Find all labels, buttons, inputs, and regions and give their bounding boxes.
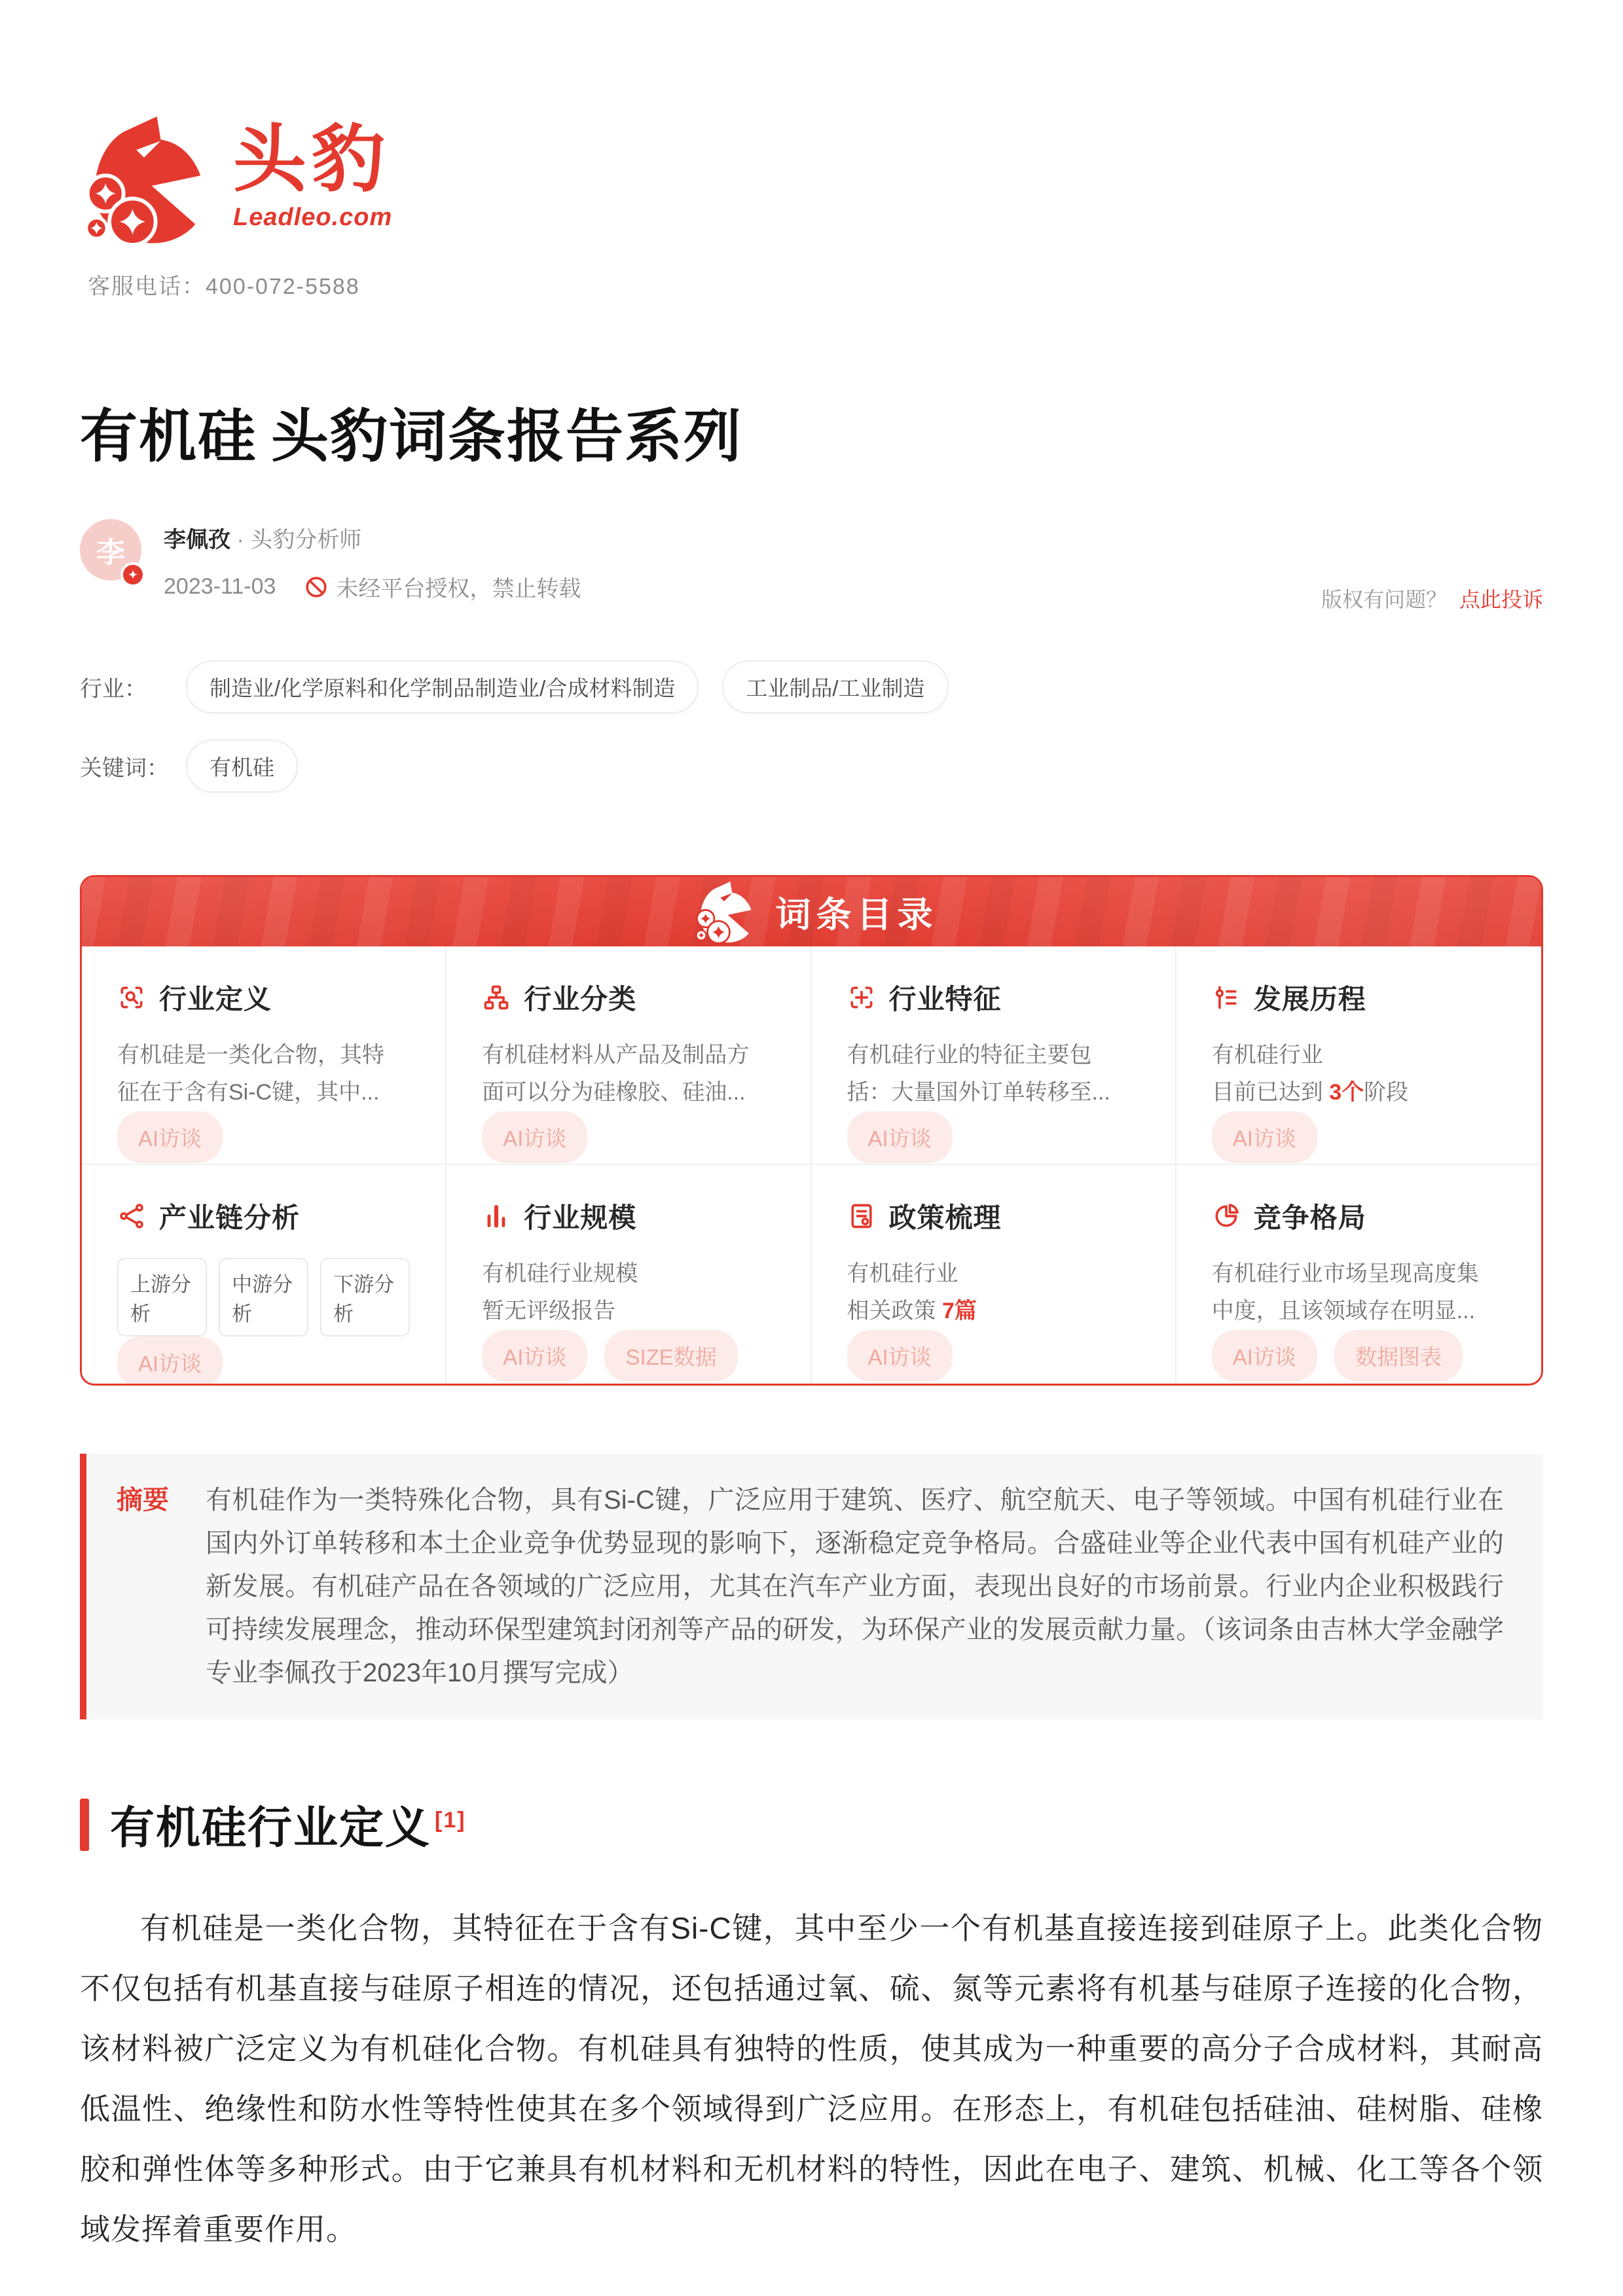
policy-count-highlight: 7篇 [941,1299,977,1323]
leadleo-leopard-logo-icon [80,113,208,251]
cell-title: 行业特征 [888,984,1002,1014]
avatar-brand-badge-icon: ✦ [120,562,145,587]
cell-description: 有机硅行业规模 暂无评级报告 [482,1261,638,1323]
reference-marker[interactable]: [1] [435,1808,466,1833]
industry-label: 行业： [80,677,147,702]
cell-title: 行业规模 [524,1202,637,1233]
abstract-block [80,1454,1543,1719]
section-title: 有机硅行业定义 [110,1803,431,1853]
avatar-initial: 李 [96,537,125,569]
directory-banner-title: 词条目录 [775,895,938,935]
ai-interview-tag[interactable]: AI访谈 [1212,1330,1317,1382]
ai-interview-tag[interactable]: AI访谈 [1212,1111,1317,1163]
timeline-icon [1212,983,1241,1012]
cell-description: 有机硅行业市场呈现高度集 中度，且该领域存在明显... [1211,1261,1479,1323]
license-note: 未经平台授权，禁止转载 [336,577,581,601]
entry-directory-card [80,875,1543,1386]
cell-title: 行业定义 [159,984,272,1014]
ai-interview-tag[interactable]: AI访谈 [482,1111,587,1163]
directory-banner [82,877,1541,946]
author-row [80,519,1543,622]
directory-grid [82,946,1541,1384]
sitemap-icon [482,983,511,1012]
leadleo-leopard-banner-icon [685,880,763,946]
ai-interview-tag[interactable]: AI访谈 [117,1336,223,1386]
cell-title: 产业链分析 [159,1202,301,1233]
keyword-row [80,740,1543,793]
dir-cell-policy-review[interactable] [812,1165,1176,1384]
brand-domain[interactable]: Leadleo.com [233,204,393,232]
dir-cell-industry-classification[interactable] [447,946,811,1165]
page-title [80,391,1543,473]
author-role: 头豹分析师 [250,528,362,552]
title-suffix: 头豹词条报告系列 [271,404,743,469]
downstream-tag[interactable]: 下游分析 [320,1258,410,1336]
publish-date: 2023-11-03 [164,574,276,599]
upstream-tag[interactable]: 上游分析 [117,1258,207,1336]
nodes-icon [117,1202,146,1230]
midstream-tag[interactable]: 中游分析 [219,1258,308,1336]
data-chart-tag[interactable]: 数据图表 [1334,1330,1463,1382]
dir-cell-industry-chain-analysis[interactable] [82,1165,447,1384]
copyright-complaint [1321,583,1543,613]
keyword-tag[interactable]: 有机硅 [186,740,298,793]
ai-interview-tag[interactable]: AI访谈 [482,1330,587,1382]
cell-title: 发展历程 [1253,984,1366,1014]
dir-cell-development-history[interactable] [1176,946,1541,1165]
copyright-question: 版权有问题？ [1321,588,1448,611]
service-phone: 客服电话：400-072-5588 [88,274,360,299]
industry-row [80,660,1543,713]
pie-chart-icon [1212,1202,1241,1230]
abstract-label: 摘要 [117,1486,169,1515]
title-keyword: 有机硅 [80,404,257,469]
industry-tag[interactable]: 工业制品/工业制造 [722,660,948,713]
dir-cell-industry-scale[interactable] [447,1165,811,1384]
ai-interview-tag[interactable]: AI访谈 [117,1111,223,1163]
section-body: 有机硅是一类化合物，其特征在于含有Si-C键，其中至少一个有机基直接连接到硅原子上。此类化合物不仅包括有机基直接与硅原子相连的情况，还包括通过氧、硫、氮等元素将有机基与硅原子连接的化合物，该材料被广泛定义为有机硅化合物。有机硅具有独特的性质，使其成为一种重要的高分子合成材料，其耐高低温性、绝缘性和防水性等特性使其在多个领域得到广泛应用。在形态上，有机硅包括硅油、硅树脂、硅橡胶和弹性体等多种形式。由于它兼具有机材料和无机材料的特性，因此在电子、建筑、机械、化工等各个领域发挥着重要作用。 [80,1911,1543,2246]
ai-interview-tag[interactable]: AI访谈 [847,1111,953,1163]
policy-doc-icon [847,1202,876,1230]
chain-subtags [117,1258,422,1336]
bar-chart-icon [482,1202,511,1230]
cell-description: 有机硅材料从产品及制品方 面可以分为硅橡胶、硅油... [482,1043,750,1105]
abstract-text: 有机硅作为一类特殊化合物，具有Si-C键，广泛应用于建筑、医疗、航空航天、电子等领域。中国有机硅行业在国内外订单转移和本土企业竞争优势显现的影响下，逐渐稳定竞争格局。合盛硅业等企业代表中国有机硅产业的新发展。有机硅产品在各领域的广泛应用，尤其在汽车产业方面，表现出良好的市场前景。行业内企业积极践行可持续发展理念，推动环保型建筑封闭剂等产品的研发，为环保产业的发展贡献力量。（该词条由吉林大学金融学专业李佩孜于2023年10月撰写完成） [206,1486,1504,1687]
cell-description: 有机硅行业 目前已达到 3个阶段 [1211,1043,1409,1105]
cell-description: 有机硅行业的特征主要包 括：大量国外订单转移至... [847,1043,1110,1105]
dir-cell-competitive-landscape[interactable] [1176,1165,1541,1384]
scan-search-icon [117,983,146,1012]
dir-cell-industry-features[interactable] [812,946,1176,1165]
ai-interview-tag[interactable]: AI访谈 [847,1330,953,1382]
author-name[interactable]: 李佩孜 [164,528,230,552]
industry-tag[interactable]: 制造业/化学原料和化学制品制造业/合成材料制造 [186,660,699,713]
section-accent-bar [80,1799,89,1851]
brand-name[interactable]: 头豹 [233,118,390,200]
author-separator: · [236,528,244,552]
cell-description: 有机硅是一类化合物，其特 征在于含有Si-C键，其中... [117,1043,384,1105]
keyword-label: 关键词： [80,756,169,781]
avatar[interactable] [80,519,141,581]
brand-header [80,0,1543,251]
no-reprint-icon [304,575,328,599]
section-heading [80,1793,1543,1856]
cell-title: 竞争格局 [1253,1202,1366,1233]
cell-description: 有机硅行业 相关政策 7篇 [847,1261,977,1323]
dir-cell-industry-definition[interactable] [82,946,447,1165]
complaint-link[interactable]: 点此投诉 [1459,588,1543,611]
focus-plus-icon [847,983,876,1012]
cell-title: 行业分类 [524,984,637,1014]
stage-count-highlight: 3个 [1329,1080,1364,1105]
size-data-tag[interactable]: SIZE数据 [604,1330,737,1382]
cell-title: 政策梳理 [888,1202,1002,1233]
